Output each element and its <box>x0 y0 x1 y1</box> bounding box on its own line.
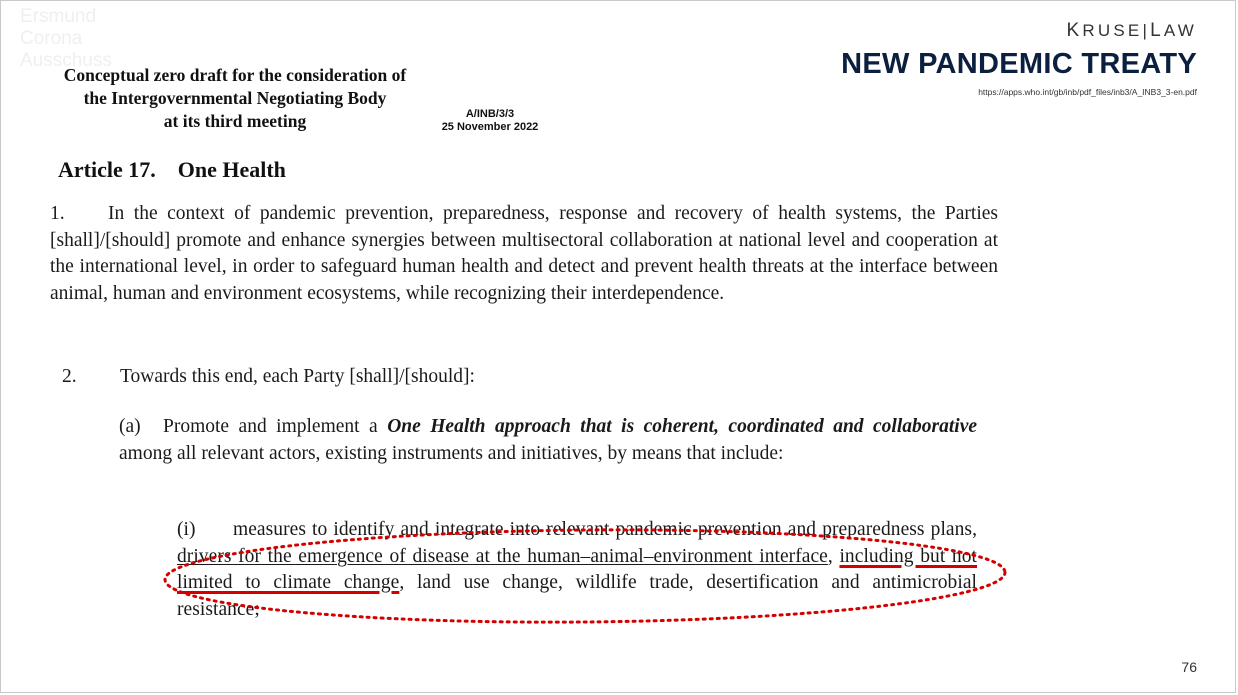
brand-l: L <box>1150 20 1164 41</box>
paragraph-i <box>177 517 977 623</box>
brand-separator: | <box>1142 21 1151 40</box>
slide-title: NEW PANDEMIC TREATY <box>841 48 1197 80</box>
source-url[interactable]: https://apps.who.int/gb/inb/pdf_files/inb3/A_INB3_3-en.pdf <box>978 87 1197 97</box>
paragraph-a <box>119 414 977 467</box>
brand-k: K <box>1066 20 1083 41</box>
watermark-line: Ausschuss <box>20 50 112 71</box>
underlined-drivers-text: drivers for the emergence of disease at the human–animal–environment interface <box>177 545 828 567</box>
paragraph-number: (a) <box>119 416 141 437</box>
paragraph-text-post: , land use change, wildlife trade, desertification and antimicrobial resistance; <box>177 572 977 620</box>
paragraph-text-mid: , <box>827 545 840 567</box>
document-reference <box>420 108 560 134</box>
paragraph-number: 1. <box>50 203 65 224</box>
article-name: One Health <box>177 157 286 182</box>
ref-code: A/INB/3/3 <box>465 108 515 120</box>
brand-ruse: RUSE <box>1082 21 1143 40</box>
paragraph-text-emphasis: One Health approach that is coherent, coordinated and collaborative <box>387 416 978 437</box>
article-number: Article 17. <box>58 157 156 182</box>
watermark-line: Ersmund <box>20 6 97 27</box>
page-number: 76 <box>1181 659 1197 675</box>
watermark-line: Corona <box>20 28 83 49</box>
paragraph-2 <box>62 364 962 391</box>
heading-line: Conceptual zero draft for the consideration of <box>63 65 407 85</box>
paragraph-text-post: among all relevant actors, existing instruments and initiatives, by means that include: <box>119 442 784 464</box>
watermark <box>20 6 140 72</box>
brand-logo <box>1067 20 1197 42</box>
ref-date: 25 November 2022 <box>441 121 539 133</box>
document-heading <box>40 64 430 133</box>
paragraph-text-pre: Promote and implement a <box>163 416 388 437</box>
brand-aw: AW <box>1163 21 1197 40</box>
paragraph-number: 2. <box>62 366 77 387</box>
paragraph-1 <box>50 201 998 307</box>
paragraph-number: (i) <box>177 519 196 540</box>
paragraph-text-pre: measures to identify and integrate into relevant pandemic prevention and preparedness plans, <box>233 519 977 540</box>
heading-line: the Intergovernmental Negotiating Body <box>83 88 387 108</box>
red-underlined-climate-text: including but not limited to climate change <box>177 545 978 593</box>
article-title <box>58 157 286 183</box>
paragraph-text: In the context of pandemic prevention, preparedness, response and recovery of health systems, the Parties [shall]/[should] promote and enhance synergies between multisectoral collaboration at national level and cooperation at the international level, in order to safeguard human health and detect and prevent health threats at the interface between animal, human and environment ecosystems, while recognizing their interdependence. <box>50 203 998 304</box>
paragraph-text: Towards this end, each Party [shall]/[should]: <box>120 366 475 387</box>
heading-line: at its third meeting <box>163 111 307 131</box>
